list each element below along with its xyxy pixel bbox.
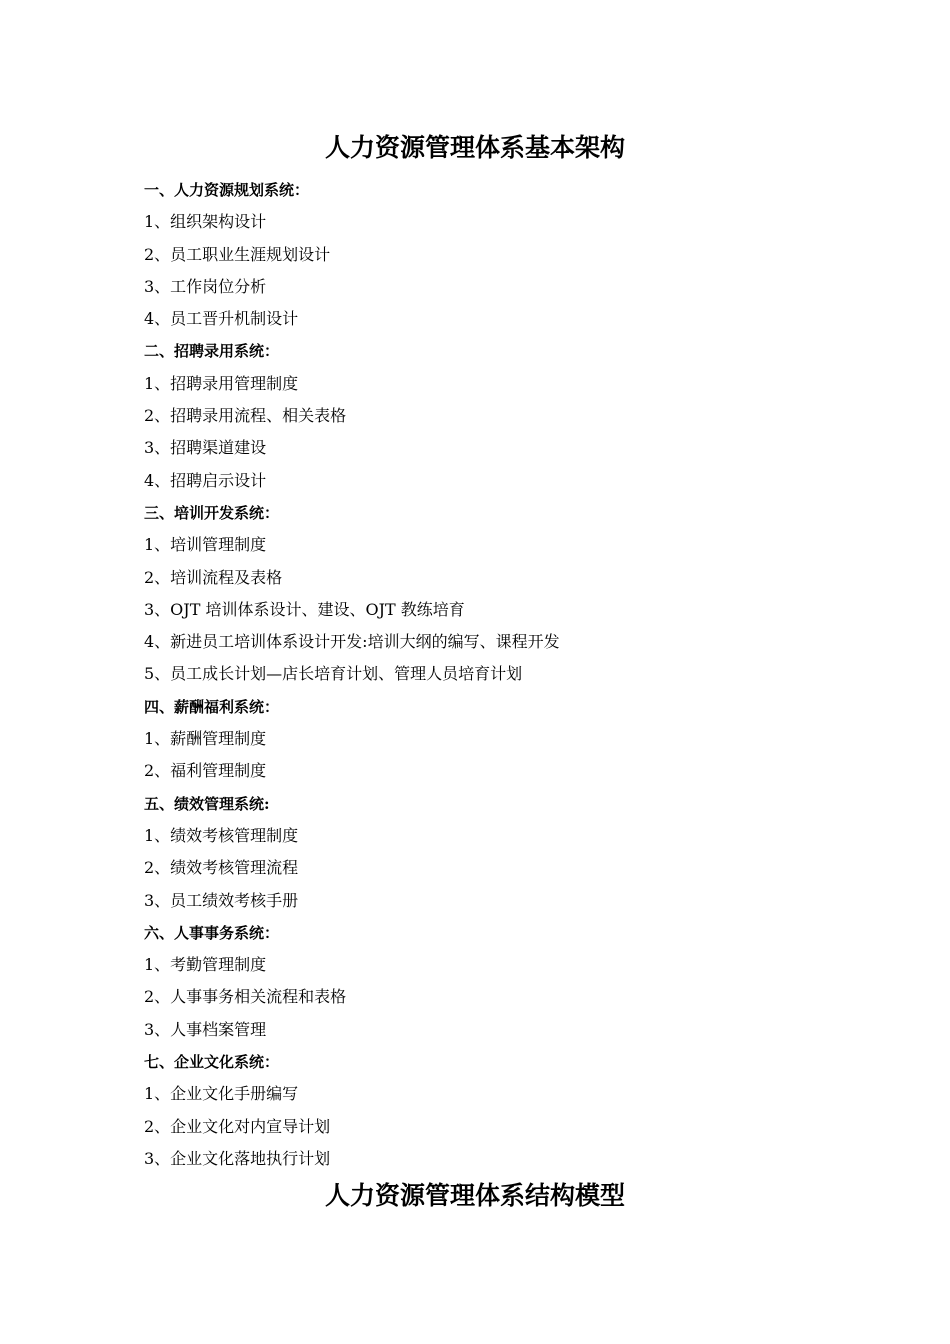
document-body	[144, 174, 844, 1175]
section-personnel	[144, 917, 844, 1046]
list-item: 4、员工晋升机制设计	[144, 309, 299, 329]
section-heading: 四、薪酬福利系统：	[144, 697, 280, 716]
list-item: 2、福利管理制度	[144, 761, 267, 781]
section-culture	[144, 1046, 844, 1175]
list-item: 3、企业文化落地执行计划	[144, 1148, 331, 1168]
list-item: 2、员工职业生涯规划设计	[144, 244, 331, 264]
list-item: 1、绩效考核管理制度	[144, 825, 299, 845]
list-item: 2、企业文化对内宣导计划	[144, 1116, 331, 1136]
section-training	[144, 497, 844, 691]
list-item: 1、组织架构设计	[144, 212, 267, 232]
section-recruitment	[144, 335, 844, 496]
list-item: 5、员工成长计划—店长培育计划、管理人员培育计划	[144, 664, 523, 684]
list-item: 4、新进员工培训体系设计开发:培训大纲的编写、课程开发	[144, 632, 560, 652]
page-title: 人力资源管理体系基本架构	[324, 133, 625, 162]
list-item: 1、薪酬管理制度	[144, 729, 267, 749]
section-compensation	[144, 691, 844, 788]
list-item: 3、人事档案管理	[144, 1019, 267, 1039]
section-title: 人力资源管理体系结构模型	[324, 1181, 625, 1210]
list-item: 3、工作岗位分析	[144, 276, 267, 296]
section-heading: 三、培训开发系统：	[144, 503, 280, 522]
list-item: 2、招聘录用流程、相关表格	[144, 406, 347, 426]
list-item: 1、培训管理制度	[144, 535, 267, 555]
section-heading: 五、绩效管理系统:	[144, 794, 270, 813]
list-item: 4、招聘启示设计	[144, 470, 267, 490]
list-item: 3、OJT 培训体系设计、建设、OJT 教练培育	[144, 599, 465, 619]
list-item: 1、企业文化手册编写	[144, 1084, 299, 1104]
list-item: 1、考勤管理制度	[144, 955, 267, 975]
list-item: 3、员工绩效考核手册	[144, 890, 299, 910]
list-item: 2、培训流程及表格	[144, 567, 283, 587]
section-heading: 二、招聘录用系统：	[144, 342, 280, 361]
section-heading: 六、人事事务系统：	[144, 923, 280, 942]
section-heading: 一、人力资源规划系统：	[144, 181, 310, 199]
list-item: 2、人事事务相关流程和表格	[144, 987, 347, 1007]
section-performance	[144, 788, 844, 917]
list-item: 2、绩效考核管理流程	[144, 858, 299, 878]
list-item: 1、招聘录用管理制度	[144, 373, 299, 393]
section-heading: 七、企业文化系统：	[144, 1053, 280, 1072]
list-item: 3、招聘渠道建设	[144, 438, 267, 458]
section-planning	[144, 174, 844, 335]
